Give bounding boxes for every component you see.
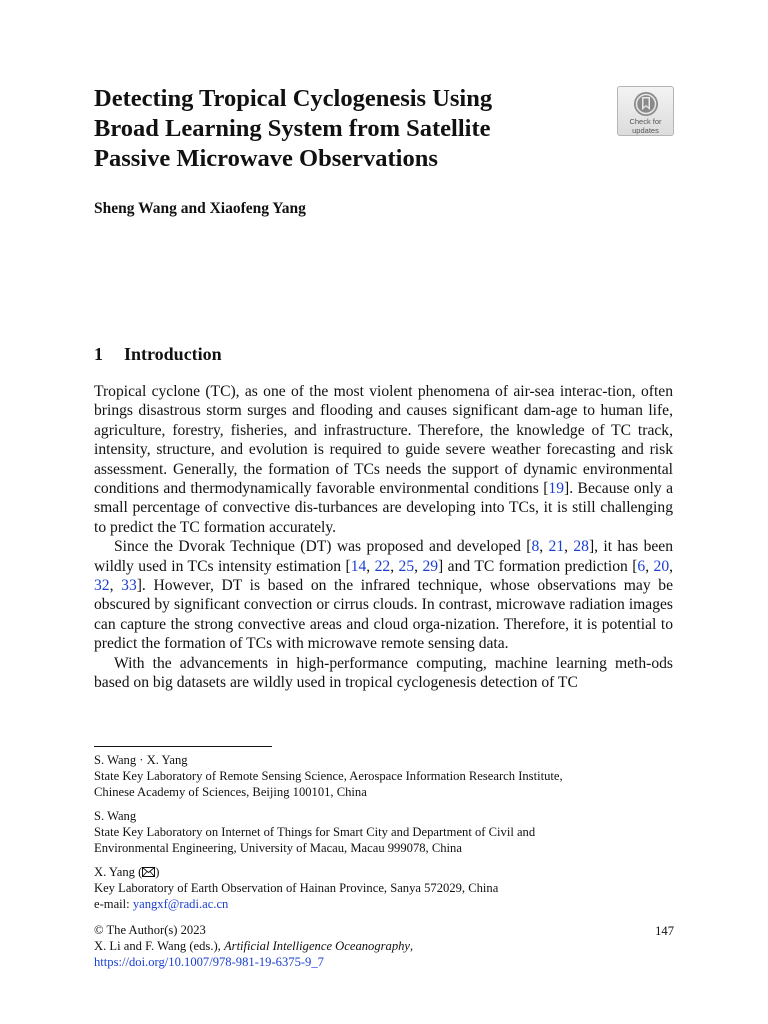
- paragraph-3: With the advancements in high-performance computing, machine learning meth-ods based on big datasets are wildly used in tropical cyclogenesis detection of TC: [94, 654, 673, 692]
- affiliation-line: Environmental Engineering, University of Macau, Macau 999078, China: [94, 841, 462, 856]
- bookmark-icon: [633, 91, 659, 117]
- text-run: ,: [390, 557, 399, 575]
- email-link[interactable]: yangxf@radi.ac.cn: [132, 897, 229, 912]
- citation-link[interactable]: 21: [548, 538, 565, 556]
- envelope-icon: [142, 867, 155, 877]
- email-line: [94, 896, 674, 912]
- affiliation-1: [94, 752, 674, 801]
- author-name-end: ): [155, 865, 160, 879]
- paper-title: [94, 84, 594, 174]
- citation-link[interactable]: 33: [121, 577, 137, 595]
- affiliation-3: [94, 864, 674, 913]
- book-title-end: ,: [410, 939, 414, 954]
- text-run: ,: [366, 557, 375, 575]
- section-heading: [94, 344, 222, 365]
- affiliation-names: S. Wang · X. Yang: [94, 753, 188, 767]
- text-run: ]. However, DT is based on the infrared technique, whose observations may be obscured by significant convection or cirrus clouds. In contrast, microwave radiation images can capture the strong convective areas and cloud orga-nization. Therefore, it is potential to predict the formation of TCs with microwave remote sensing data.: [94, 577, 674, 653]
- text-run: ,: [539, 538, 549, 556]
- text-run: ,: [645, 557, 654, 575]
- affiliation-line: State Key Laboratory on Internet of Things for Smart City and Department of Civil and: [94, 825, 536, 840]
- affiliation-line: Key Laboratory of Earth Observation of Hainan Province, Sanya 572029, China: [94, 881, 499, 896]
- citation-link[interactable]: 28: [573, 538, 589, 556]
- text-run: Tropical cyclone (TC), as one of the most violent phenomena of air-sea interac-tion, often brings disastrous storm surges and flooding and causes significant dam-age to human life, agriculture, forestry, fisheries, and infrastructure. Therefore, the knowledge of TC track, intensity, structure, and evolution is required to guide severe weather forecasting and risk assessment. Generally, the formation of TCs needs the support of dynamic environmental conditions and thermodynamically favorable environmental conditions [: [94, 383, 673, 498]
- badge-label-2: updates: [632, 126, 659, 135]
- book-title: Artificial Intelligence Oceanography: [223, 939, 411, 954]
- badge-label-1: Check for: [629, 117, 662, 126]
- section-number: 1: [94, 344, 103, 364]
- title-line: Passive Microwave Observations: [94, 145, 438, 172]
- affiliation-names: [94, 864, 674, 880]
- citation-link[interactable]: 32: [94, 577, 110, 595]
- text-run: ], it has been wildly used in TCs intensity estimation [: [94, 538, 674, 575]
- title-line: Broad Learning System from Satellite: [94, 115, 491, 142]
- check-for-updates-badge[interactable]: [617, 86, 674, 136]
- text-run: ] and TC formation prediction [: [438, 557, 638, 575]
- affiliation-line: Chinese Academy of Sciences, Beijing 100101, China: [94, 785, 367, 800]
- citation-link[interactable]: 6: [637, 557, 646, 575]
- body-text: [94, 382, 673, 693]
- editors: X. Li and F. Wang (eds.),: [94, 939, 224, 954]
- citation-link[interactable]: 19: [548, 480, 565, 498]
- copyright: © The Author(s) 2023: [94, 923, 206, 937]
- citation-link[interactable]: 8: [531, 538, 540, 556]
- book-citation: [94, 938, 674, 954]
- author-list: Sheng Wang and Xiaofeng Yang: [94, 200, 306, 217]
- page-number: 147: [655, 924, 674, 938]
- paragraph-2: [94, 537, 673, 653]
- citation-link[interactable]: 29: [422, 557, 439, 575]
- citation-link[interactable]: 22: [374, 557, 391, 575]
- text-run: ,: [414, 557, 423, 575]
- citation-link[interactable]: 25: [398, 557, 415, 575]
- text-run: ,: [669, 557, 674, 575]
- text-run: ,: [109, 577, 122, 595]
- publication-footer: [94, 922, 674, 971]
- citation-link[interactable]: 14: [350, 557, 367, 575]
- text-run: ,: [564, 538, 574, 556]
- affiliation-names: S. Wang: [94, 809, 137, 823]
- author-name: X. Yang (: [94, 865, 143, 879]
- title-line: Detecting Tropical Cyclogenesis Using: [94, 85, 493, 112]
- email-label: e-mail:: [94, 897, 133, 912]
- footnote-divider: [94, 746, 272, 747]
- text-run: Since the Dvorak Technique (DT) was proposed and developed [: [114, 538, 532, 556]
- text-run: ]. Because only a small percentage of convective dis-turbances are developing into TCs, it is still challenging to predict the TC formation accurately.: [94, 480, 673, 536]
- paragraph-1: [94, 382, 673, 537]
- doi-link[interactable]: https://doi.org/10.1007/978-981-19-6375-9_7: [94, 955, 324, 970]
- citation-link[interactable]: 20: [653, 557, 670, 575]
- affiliation-line: State Key Laboratory of Remote Sensing Science, Aerospace Information Research Institute,: [94, 769, 563, 784]
- section-title: Introduction: [124, 344, 222, 364]
- affiliation-2: [94, 808, 674, 857]
